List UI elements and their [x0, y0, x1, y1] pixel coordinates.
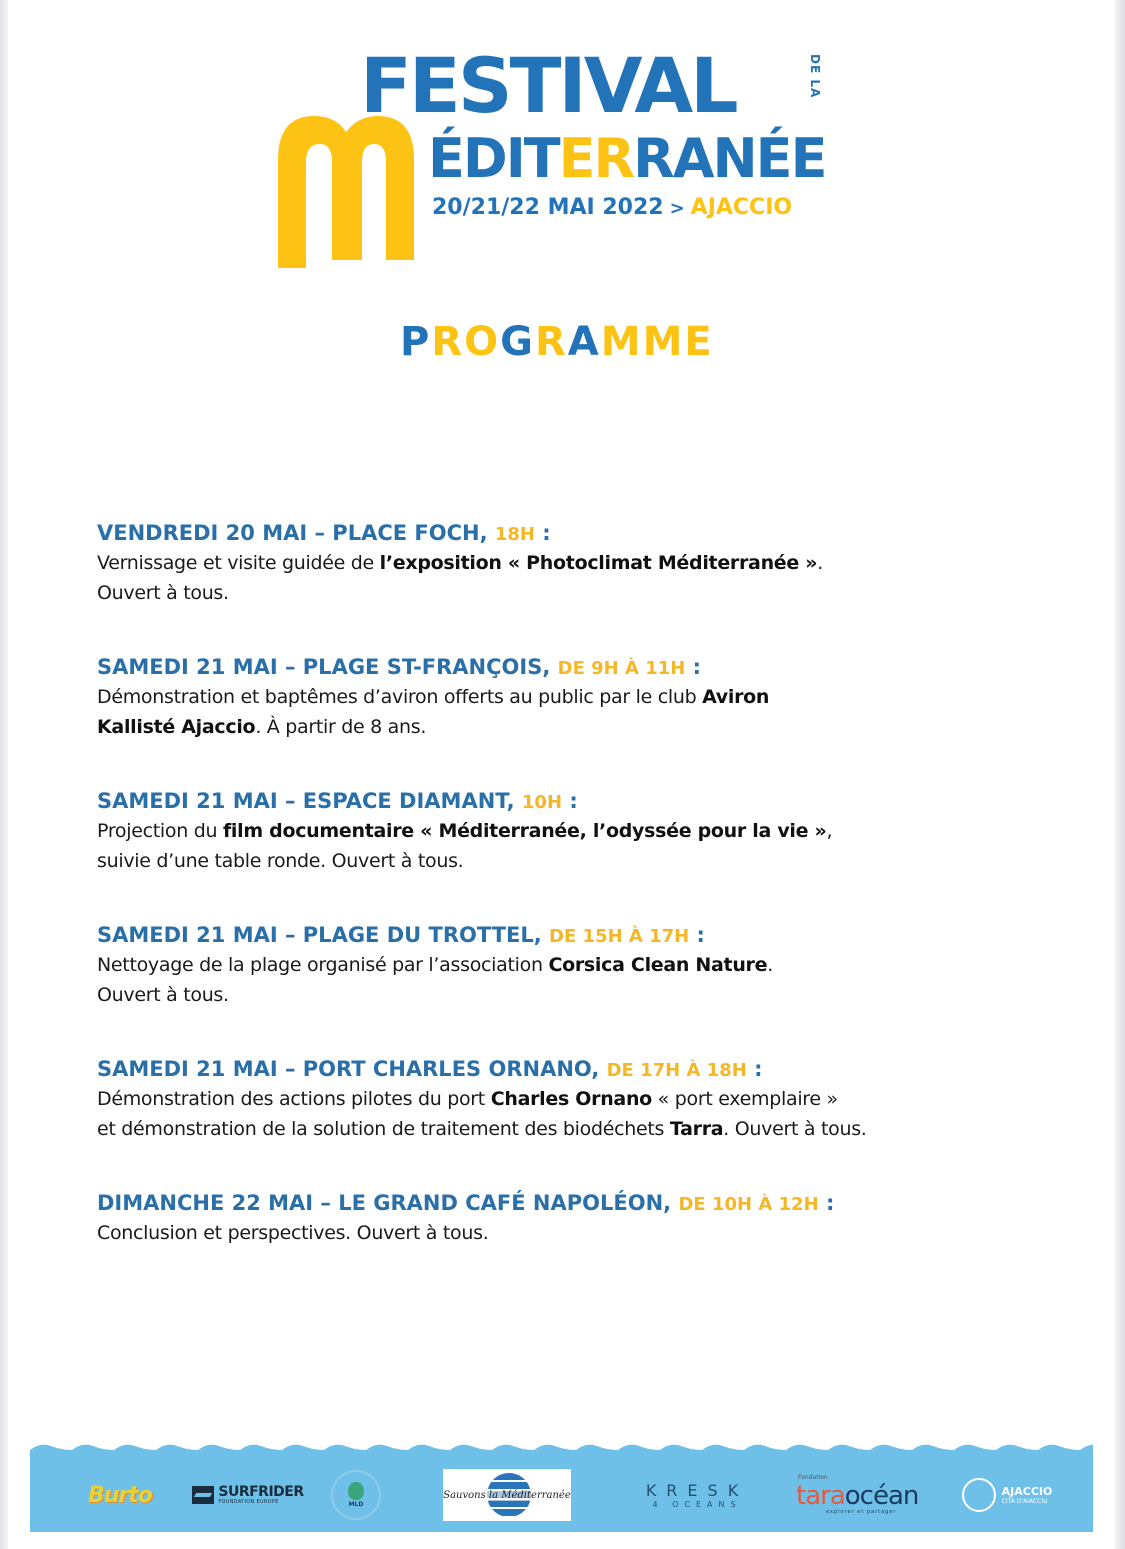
- event-text: Ouvert à tous.: [97, 984, 229, 1006]
- event-item: [97, 920, 1087, 1010]
- sponsor-tara-logo: [796, 1458, 926, 1532]
- surfrider-name: SURFRIDER: [218, 1483, 304, 1500]
- event-description-line: [97, 578, 1087, 608]
- event-description-line: [97, 950, 1087, 980]
- event-heading: [97, 1188, 1087, 1218]
- event-colon: :: [562, 789, 578, 813]
- logo-de-la: DE LA: [808, 54, 822, 99]
- mld-label: MLD: [348, 1501, 364, 1508]
- turtle-icon: [331, 1470, 381, 1520]
- sauvons-text: Sauvons la Méditerranée: [443, 1489, 571, 1501]
- event-date-place: SAMEDI 21 MAI – ESPACE DIAMANT,: [97, 789, 515, 813]
- event-description-line: [97, 816, 1087, 846]
- title-part: G: [500, 319, 535, 365]
- event-text: ,: [826, 820, 833, 842]
- event-date-place: SAMEDI 21 MAI – PLAGE ST-FRANÇOIS,: [97, 655, 551, 679]
- tara-fondation: Fondation: [798, 1473, 828, 1481]
- event-time: DE 10H À 12H: [678, 1194, 819, 1215]
- logo-med-part3: RANÉE: [633, 127, 826, 190]
- event-heading: [97, 920, 1087, 950]
- event-text: Nettoyage de la plage organisé par l’association: [97, 954, 549, 976]
- event-time: DE 15H À 17H: [549, 926, 690, 947]
- event-time: DE 9H À 11H: [557, 658, 686, 679]
- kresk-sub: 4 OCEANS: [652, 1499, 742, 1509]
- scrollbar[interactable]: [1115, 0, 1125, 1549]
- event-item: [97, 1188, 1087, 1248]
- event-colon: :: [746, 1057, 763, 1081]
- title-part: R: [534, 319, 568, 365]
- event-description-line: [97, 1084, 1087, 1114]
- tara-word: tara: [796, 1480, 845, 1511]
- page-title: [400, 318, 714, 366]
- event-text: « port exemplaire »: [651, 1088, 838, 1110]
- sponsor-mld-logo: [326, 1458, 386, 1532]
- event-highlight: Tarra: [669, 1118, 724, 1140]
- event-colon: :: [535, 521, 551, 545]
- event-description-line: [97, 1218, 1087, 1248]
- event-date-place: DIMANCHE 22 MAI – LE GRAND CAFÉ NAPOLÉON,: [97, 1191, 672, 1215]
- ocean-word: océan: [844, 1480, 919, 1511]
- tara-sub: explorer et partager: [826, 1508, 897, 1515]
- event-highlight: Charles Ornano: [490, 1088, 652, 1110]
- event-text: . Ouvert à tous.: [723, 1118, 867, 1140]
- event-text: Projection du: [97, 820, 223, 842]
- surfrider-wave-icon: [192, 1486, 214, 1504]
- event-list: [97, 518, 1087, 1248]
- event-item: [97, 652, 1087, 742]
- sponsor-banner: [30, 1440, 1093, 1532]
- event-description-line: [97, 712, 1087, 742]
- event-description-line: [97, 682, 1087, 712]
- event-description-line: [97, 980, 1087, 1010]
- sponsor-band: [30, 1458, 1093, 1532]
- event-heading: [97, 652, 1087, 682]
- sponsor-sauvons-logo: [443, 1469, 571, 1521]
- event-text: Démonstration des actions pilotes du port: [97, 1088, 491, 1110]
- event-time: 10H: [521, 792, 563, 813]
- event-colon: :: [818, 1191, 835, 1215]
- logo-med-part2: ER: [558, 127, 634, 190]
- event-description-line: [97, 1114, 1087, 1144]
- ajaccio-emblem-icon: [962, 1478, 996, 1512]
- event-text: .: [767, 954, 773, 976]
- sponsor-surfrider-logo: [198, 1458, 304, 1532]
- event-highlight: Aviron: [702, 686, 770, 708]
- event-text: .: [817, 552, 824, 574]
- event-text: suivie d’une table ronde. Ouvert à tous.: [97, 850, 464, 872]
- event-heading: [97, 786, 1087, 816]
- event-description-line: [97, 846, 1087, 876]
- event-highlight: Corsica Clean Nature: [548, 954, 768, 976]
- event-item: [97, 518, 1087, 608]
- event-description-line: [97, 548, 1087, 578]
- title-part: MME: [600, 319, 714, 365]
- event-date-place: SAMEDI 21 MAI – PLAGE DU TROTTEL,: [97, 923, 542, 947]
- event-item: [97, 1054, 1087, 1144]
- event-text: Vernissage et visite guidée de: [97, 552, 380, 574]
- logo-mediterranee-word: [428, 127, 826, 190]
- festival-logo: [272, 41, 826, 228]
- event-text: Ouvert à tous.: [97, 582, 229, 604]
- sponsor-ajaccio-logo: [952, 1458, 1062, 1532]
- event-time: 18H: [494, 524, 535, 545]
- title-part: A: [567, 319, 601, 365]
- title-part: RO: [431, 319, 501, 365]
- event-colon: :: [689, 923, 705, 947]
- logo-med-part1: ÉDIT: [428, 127, 559, 190]
- event-highlight: l’exposition « Photoclimat Méditerranée »: [379, 552, 818, 574]
- event-text: . À partir de 8 ans.: [255, 716, 427, 738]
- logo-date-text: 20/21/22 MAI 2022: [432, 195, 664, 220]
- event-date-place: SAMEDI 21 MAI – PORT CHARLES ORNANO,: [97, 1057, 600, 1081]
- page-edge-left: [0, 0, 8, 1549]
- logo-dates: [432, 194, 792, 222]
- event-text: Conclusion et perspectives. Ouvert à tous.: [97, 1222, 489, 1244]
- event-date-place: VENDREDI 20 MAI – PLACE FOCH,: [97, 521, 488, 545]
- event-item: [97, 786, 1087, 876]
- event-highlight: Kallisté Ajaccio: [97, 716, 256, 738]
- event-text: Démonstration et baptêmes d’aviron offerts au public par le club: [97, 686, 703, 708]
- title-part: P: [400, 319, 432, 365]
- sponsor-kresk-logo: [632, 1458, 762, 1532]
- event-time: DE 17H À 18H: [606, 1060, 747, 1081]
- logo-festival-word: FESTIVAL: [360, 41, 736, 130]
- logo-city: AJACCIO: [690, 195, 793, 220]
- event-highlight: film documentaire « Méditerranée, l’odyssée pour la vie »: [222, 820, 827, 842]
- event-text: et démonstration de la solution de traitement des biodéchets: [97, 1118, 670, 1140]
- ajaccio-sub: CITÀ D'AIACCIU: [1001, 1498, 1048, 1505]
- m-letter-icon: [274, 110, 422, 268]
- event-heading: [97, 518, 1087, 548]
- surfrider-sub: FOUNDATION EUROPE: [218, 1498, 279, 1505]
- ajaccio-name: AJACCIO: [1001, 1484, 1053, 1498]
- kresk-name: KRESK: [645, 1480, 749, 1500]
- event-colon: :: [685, 655, 702, 679]
- event-heading: [97, 1054, 1087, 1084]
- sponsor-burto-logo: Burto: [88, 1482, 152, 1508]
- logo-arrow: >: [669, 198, 685, 219]
